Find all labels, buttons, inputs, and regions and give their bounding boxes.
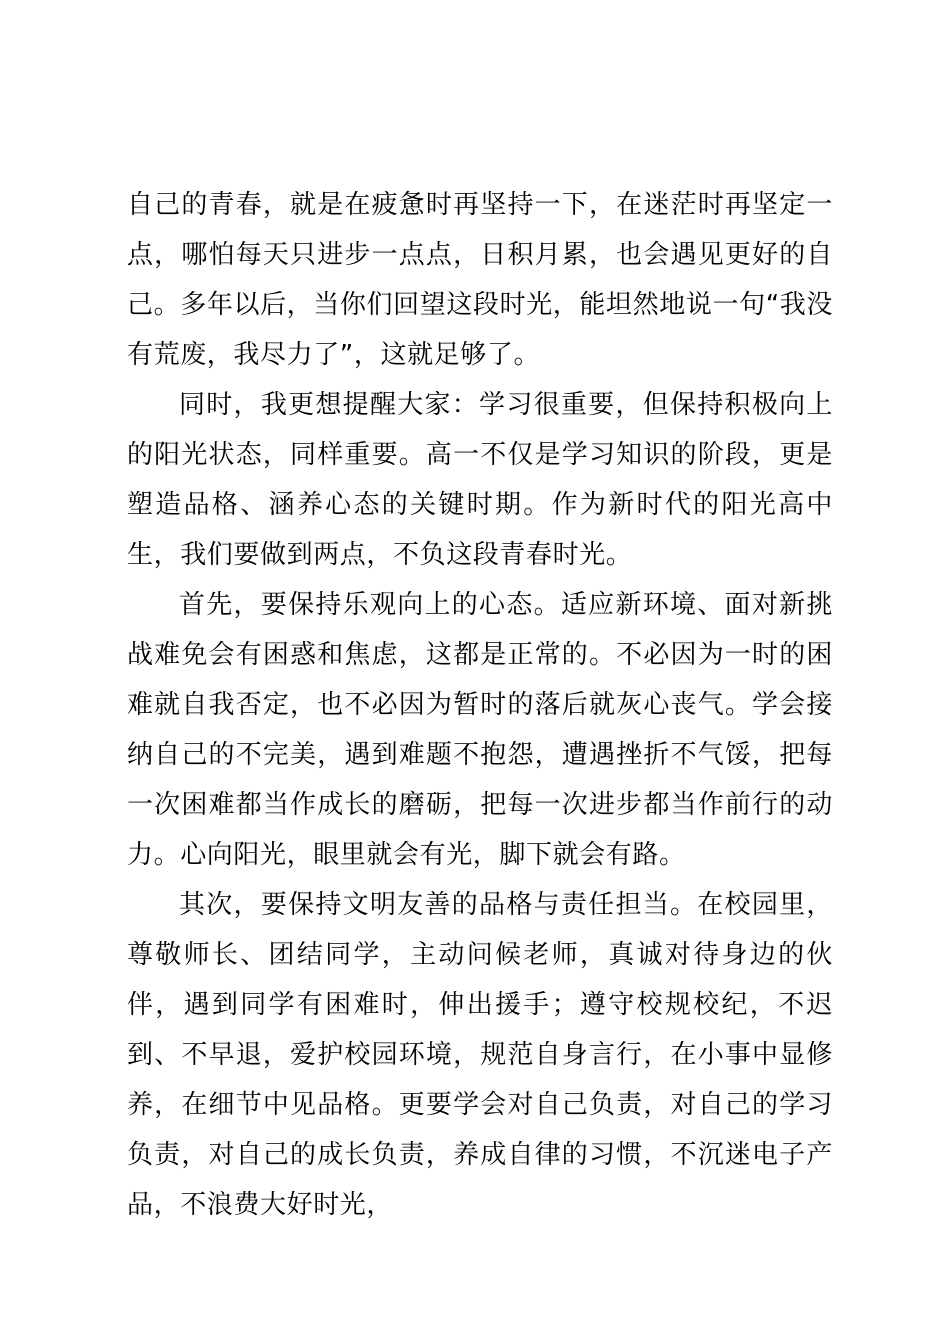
paragraph-4: 其次，要保持文明友善的品格与责任担当。在校园里，尊敬师长、团结同学，主动问候老师，真诚对待身边的伙伴，遇到同学有困难时，伸出援手；遵守校规校纪，不迟到、不早退，爱护校园环境，规范自身言行，在小事中显修养，在细节中见品格。更要学会对自己负责，对自己的学习负责，对自己的成长负责，养成自律的习惯，不沉迷电子产品，不浪费大好时光， xyxy=(127,890,833,1220)
paragraph-1: 自己的青春，就是在疲惫时再坚持一下，在迷茫时再坚定一点，哪怕每天只进步一点点，日积月累，也会遇见更好的自己。多年以后，当你们回望这段时光，能坦然地说一句“我没有荒废，我尽力了”，这就足够了。 xyxy=(127,190,833,370)
paragraph-2: 同时，我更想提醒大家：学习很重要，但保持积极向上的阳光状态，同样重要。高一不仅是学习知识的阶段，更是塑造品格、涵养心态的关键时期。作为新时代的阳光高中生，我们要做到两点，不负这段青春时光。 xyxy=(127,390,833,570)
document-body xyxy=(127,180,833,1230)
paragraph-3: 首先，要保持乐观向上的心态。适应新环境、面对新挑战难免会有困惑和焦虑，这都是正常的。不必因为一时的困难就自我否定，也不必因为暂时的落后就灰心丧气。学会接纳自己的不完美，遇到难题不抱怨，遭遇挫折不气馁，把每一次困难都当作成长的磨砺，把每一次进步都当作前行的动力。心向阳光，眼里就会有光，脚下就会有路。 xyxy=(127,590,833,870)
